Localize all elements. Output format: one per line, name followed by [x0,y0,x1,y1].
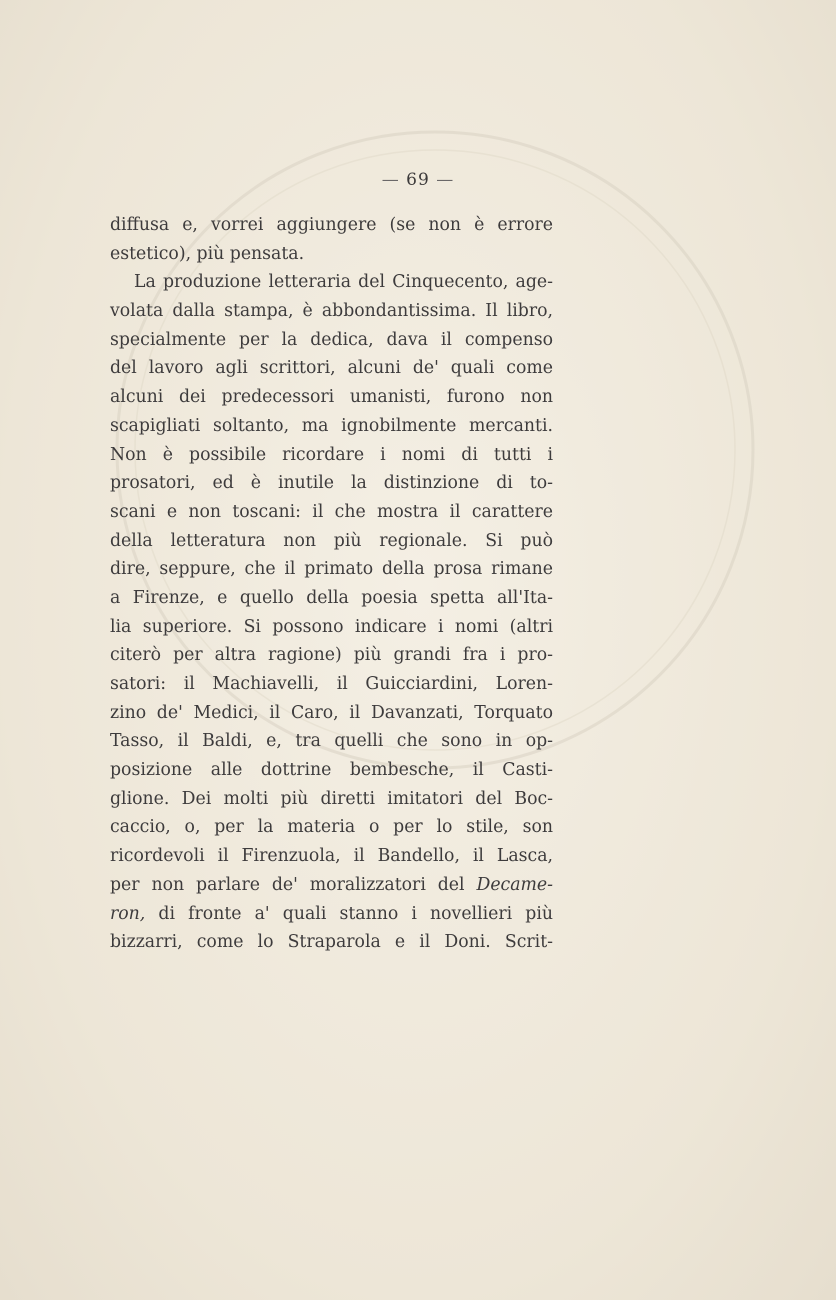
text-line: del lavoro agli scrittori, alcuni de' quali come [110,358,553,379]
page-number [0,170,836,190]
text-line: satori: il Machiavelli, il Guicciardini, Loren- [110,674,553,694]
body-text [110,211,553,957]
text-line: citerò per altra ragione) più grandi fra i pro- [110,645,553,666]
page-number-value: 69 [406,170,430,190]
text-line: posizione alle dottrine bembesche, il Casti- [110,760,553,781]
text-line: alcuni dei predecessori umanisti, furono non [110,387,553,408]
text-line: a Firenze, e quello della poesia spetta all'Ita- [110,587,553,608]
text-line: prosatori, ed è inutile la distinzione di to- [110,473,553,494]
text-fragment: per non parlare de' moralizzatori del [110,874,465,895]
italic-title-fragment: ron, [110,903,146,924]
folio-dash-right: — [436,170,455,190]
text-line: caccio, o, per la materia o per lo stile, son [110,817,553,838]
text-line: scapigliati soltanto, ma ignobilmente mercanti. [110,415,553,436]
text-line: estetico), più pensata. [110,243,305,264]
text-line: bizzarri, come lo Straparola e il Doni. Scrit- [110,932,553,953]
text-line: volata dalla stampa, è abbondantissima. Il libro, [110,301,553,322]
text-line [110,900,553,929]
text-line: zino de' Medici, il Caro, il Davanzati, Torquato [110,702,553,723]
text-line: Tasso, il Baldi, e, tra quelli che sono in op- [110,731,553,752]
text-fragment: di fronte a' quali stanno i novellieri più [145,903,553,924]
text-line: della letteratura non più regionale. Si può [110,530,553,551]
text-line [110,871,553,900]
text-line: ricordevoli il Firenzuola, il Bandello, il Lasca, [110,846,553,867]
text-line: specialmente per la dedica, dava il compenso [110,329,553,350]
text-line: glione. Dei molti più diretti imitatori del Boc- [110,788,553,809]
folio-dash-left: — [381,170,400,190]
text-line: Non è possibile ricordare i nomi di tutti i [110,444,553,465]
text-line: dire, seppure, che il primato della prosa rimane [110,559,553,580]
text-line: lia superiore. Si possono indicare i nomi (altri [110,616,553,637]
italic-title-fragment: Decame- [476,874,553,895]
text-line: scani e non toscani: il che mostra il carattere [110,501,553,522]
text-line: La produzione letteraria del Cinquecento, age- [134,272,553,293]
text-line: diffusa e, vorrei aggiungere (se non è errore [110,215,553,235]
